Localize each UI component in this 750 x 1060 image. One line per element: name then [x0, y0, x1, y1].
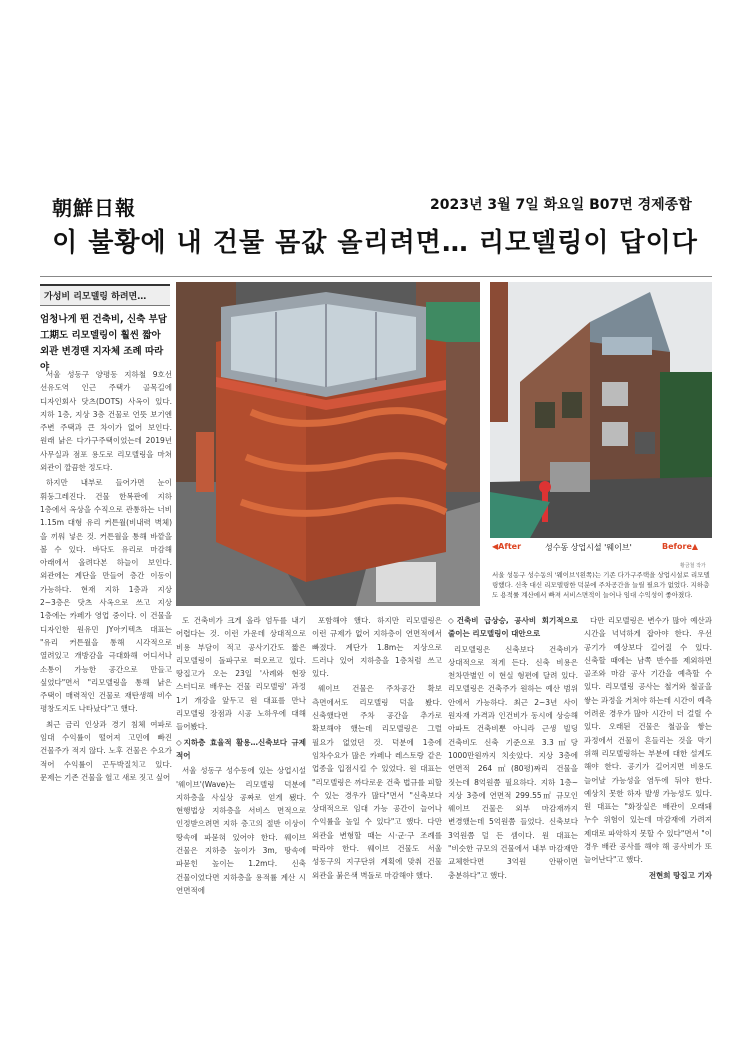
column-1: [40, 368, 172, 878]
column-3: [312, 614, 442, 878]
before-photo: [490, 282, 712, 538]
mid-heading: ◇지하층 효율적 활용…신축보다 규제 적어: [176, 737, 306, 760]
paragraph: 다만 리모델링은 변수가 많아 예산과 시간을 넉넉하게 잡아야 한다. 우선 공기가 예상보다 길어질 수 있다. 신축할 때에는 남쪽 반수를 제외하면 골조와 마감 공사 기간을 예측할 수 있다. 리모델링 공사는 철거와 철골을 쌓는 과정을 거쳐야 하는데 시간이 예측 어려운 경우가 많아 시간이 더 걸릴 수 있다. 오래된 건물은 철골을 쌓는 과정에서 건물이 흔들리는 것을 막기 위해 리모델링하는 부분에 대한 설계도 해야 한다. 공기가 길어지면 비용도 늘어날 가능성을 염두에 둬야 한다. 예상치 못한 하자 발생 가능성도 있다. 원 대표는 "화장실은 배관이 오래돼 누수 위험이 있는데 마감재에 가려져 제대로 파악하지 못할 수 있다"면서 "이 경우 배관 공사를 해야 해 공사비가 또 늘어난다"고 했다.: [584, 616, 712, 865]
subhead-line: 엄청나게 뛴 건축비, 신축 부담: [40, 314, 167, 325]
photo-caption: 서울 성동구 성수동의 '웨이브'(왼쪽)는 기존 다가구주택을 상업시설로 리모델링했다. 신축 대신 리모델링한 덕분에 주차공간을 늘릴 필요가 없었다. 지하층도 용적률 계산에서 빠져 서비스면적이 늘어나 임대 수익성이 좋아졌다.: [492, 571, 710, 599]
sidebar-tag: 가성비 리모델링 하려면…: [40, 284, 170, 306]
subhead-line: 工期도 리모델링이 훨씬 짧아: [40, 330, 161, 341]
after-label: [492, 542, 521, 551]
paragraph: 하지만 내부로 들어가면 눈이 휘둥그레진다. 건물 한복판에 지하 1층에서 옥상을 수직으로 관통하는 너비 1.15m 대형 유리 커튼월(비내력 벽체)을 끼워 넣은 것. 커튼월을 통해 바깥을 볼 수 있다. 바닥도 유리로 마감해 아래에서 올려다본 하늘이 보인다. 외관에는 계단을 만들어 층간 이동이 가능하다. 현재 지하 1층과 지상 2~3층은 닷츠 사옥으로 쓰고 지상 1층에는 카페가 영업 중이다. 이 건물을 디자인한 원유민 JY아키텍츠 대표는 "유리 커튼월을 통해 시각적으로 열려있고 개방감을 극대화해 어디서나 소통이 가능한 공간으로 만들고 싶었다"면서 "리모델링을 통해 낡은 주택이 매력적인 건물로 재탄생해 비수 평창도지도 나타났다"고 했다.: [40, 478, 172, 714]
after-label-text: ◀After: [492, 542, 522, 551]
column-2: [176, 614, 306, 895]
divider: [40, 276, 712, 277]
mid-heading: ◇건축비 급상승, 공사비 회기적으로 줄이는 리모델링이 대안으로: [448, 616, 578, 639]
dateline: 2023년 3월 7일 화요일 B07면 경제종합: [430, 197, 692, 213]
column-5: [584, 614, 712, 878]
paragraph: 포함해야 했다. 하지만 리모델링은 이런 규제가 없어 지하층이 연면적에서 빠졌다. 계단가 1.8m는 지상으로 드러나 있어 지하층을 1층처럼 쓰고 있다.: [312, 616, 442, 679]
headline: 이 불황에 내 건물 몸값 올리려면… 리모델링이 답이다: [52, 228, 698, 258]
masthead: 朝鮮日報: [52, 196, 136, 220]
paragraph: 리모델링은 신축보다 건축비가 상대적으로 적게 든다. 신축 비용은 천차만별인 이 현실 형편에 달려 있다. 리모델링은 건축주가 원하는 예산 범위 안에서 가능하다. 최근 2~3년 사이 원자재 가격과 인건비가 동시에 상승해 아파트 건축비뿐 아니라 근생 빌딩 건축비도 신축 기준으로 3.3㎡당 1000만원까지 치솟았다. 지상 3층에 연면적 264㎡(80평)짜리 건물을 짓는데 8억원쯤 필요하다. 지하 1층~지상 3층에 연면적 299.55㎡ 규모인 웨이브 건물은 외부 마감재까지 변경했는데 5억원쯤 들었다. 신축보다 3억원쯤 덜 든 셈이다. 원 대표는 "비슷한 규모의 건물에서 내부 마감재만 교체한다면 3억원 안팎이면 충분하다"고 했다.: [448, 644, 578, 880]
paragraph: 서울 성동구 양평동 지하철 9호선 선유도역 인근 주택가 골목길에 디자인회사 닷츠(DOTS) 사옥이 있다. 지하 1층, 지상 3층 건물로 언뜻 보기엔 주변 주택과 큰 차이가 없어 보인다. 원래 낡은 다가구주택이었는데 2019년 사무실과 점포 용도로 리모델링을 마쳐 외관이 깔끔한 정도다.: [40, 370, 172, 473]
subhead-line: 외관 변경땐 지자체 조례 따라야: [40, 346, 164, 373]
paragraph: 도 건축비가 크게 올라 엄두를 내기 어렵다는 것. 이런 가운데 상대적으로 비용 부담이 적고 공사기간도 짧은 리모델링이 돌파구로 떠오르고 있다. 땅집고가 오는 23일 '사례와 현장 스터디로 배우는 건물 리모델링' 과정 1기 개강을 앞두고 원 대표를 만나 리모델링 장점과 시공 노하우에 대해 들어봤다.: [176, 616, 306, 732]
subhead: [40, 312, 172, 376]
paragraph: 최근 금리 인상과 경기 침체 여파로 임대 수익률이 떨어져 고민에 빠진 건물주가 적지 않다. 노후 건물은 수요가 적어 수익률이 곤두박질치고 있다. 문제는 기존 건물을 헐고 새로 짓고 싶어: [40, 719, 172, 782]
paragraph: 서울 성동구 성수동에 있는 상업시설 '웨이브'(Wave)는 리모델링 덕분에 지하층을 사실상 공짜로 얻게 됐다. 현행법상 지하층을 서비스 면적으로 인정받으려면 지하 층고의 절반 이상이 땅속에 파묻혀 있어야 한다. 웨이브 건물은 지하층 높이가 3m, 땅속에 파묻힌 높이는 1.2m다. 신축 건물이었다면 지하층을 용적률 계산 시 연면적에: [176, 766, 306, 895]
before-label: [662, 542, 698, 551]
building-before-image: [490, 282, 712, 538]
photo-credit: 황금철 작가: [680, 563, 706, 569]
byline: 전현희 땅집고 기자: [648, 870, 712, 880]
column-4: [448, 614, 578, 878]
building-after-image: [176, 282, 480, 606]
after-photo: [176, 282, 480, 606]
place-label: 성수동 상업시설 '웨이브': [545, 543, 632, 552]
before-label-text: Before▲: [662, 542, 699, 551]
paragraph: 웨이브 건물은 주차공간 확보 측면에서도 리모델링 덕을 봤다. 신축했다면 주차 공간을 추가로 확보해야 했는데 리모델링은 그럴 필요가 없었던 것. 덕분에 1층에 임차수요가 많은 카페나 레스토랑 같은 업종을 입점시킬 수 있었다. 원 대표는 "리모델링은 까다로운 건축 법규를 피할 수 있는 경우가 많다"면서 "신축보다 상대적으로 임대 가능 공간이 늘어나 수익률을 높일 수 있다"고 했다. 다만 외관을 변형할 때는 시·군·구 조례를 따라야 한다. 웨이브 건물도 서울 성동구의 지구단위 계획에 맞춰 건물 외관을 붉은색 벽돌로 마감해야 했다.: [312, 684, 442, 880]
